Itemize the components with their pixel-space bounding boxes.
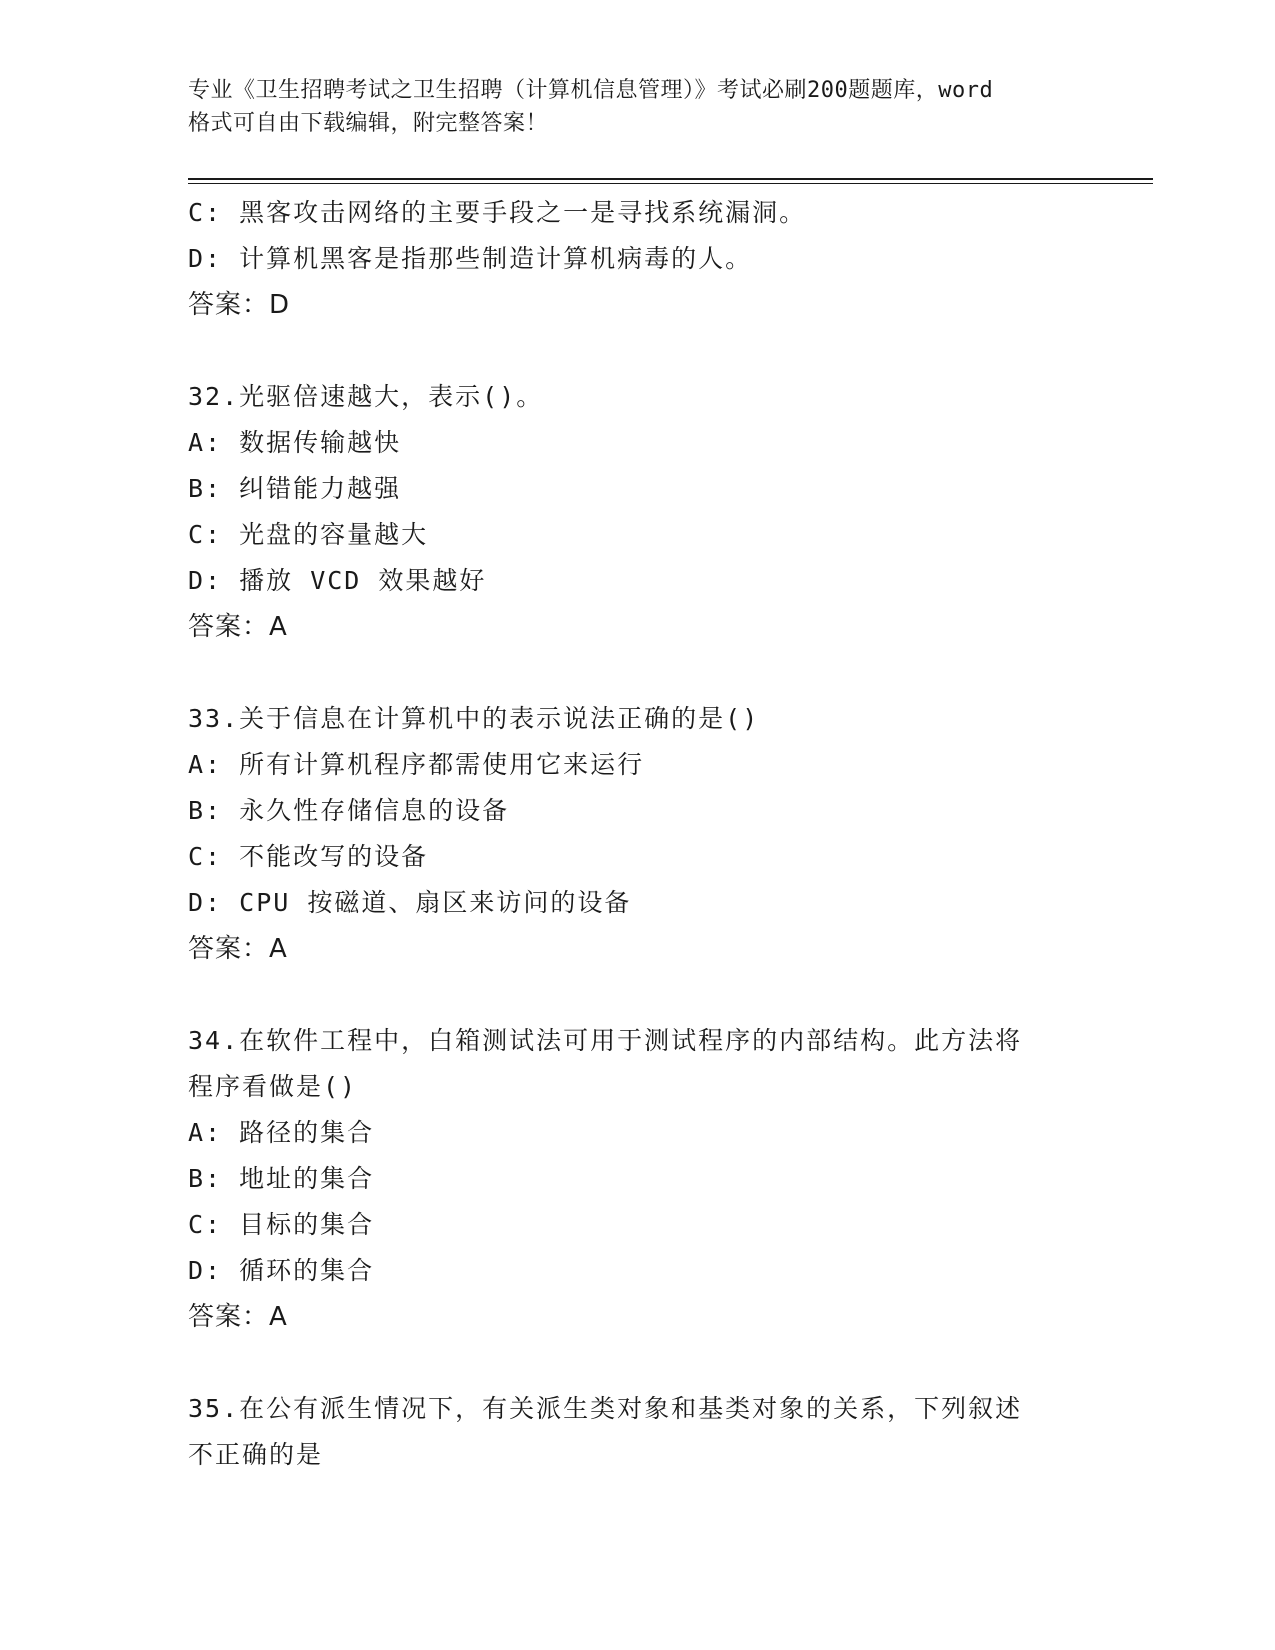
header-divider-thick bbox=[188, 178, 1153, 180]
question-35 bbox=[188, 1386, 1088, 1478]
option-c: C: 光盘的容量越大 bbox=[188, 520, 429, 549]
header-title-line-2: 格式可自由下载编辑，附完整答案！ bbox=[188, 111, 549, 136]
question-stem: 34.在软件工程中，白箱测试法可用于测试程序的内部结构。此方法将 bbox=[188, 1026, 1023, 1055]
prev-question bbox=[188, 190, 1088, 328]
option-c: C: 黑客攻击网络的主要手段之一是寻找系统漏洞。 bbox=[188, 198, 807, 227]
question-stem-continued: 程序看做是() bbox=[188, 1072, 358, 1101]
option-a: A: 路径的集合 bbox=[188, 1118, 375, 1147]
question-stem: 35.在公有派生情况下，有关派生类对象和基类对象的关系，下列叙述 bbox=[188, 1394, 1023, 1423]
question-33 bbox=[188, 696, 1088, 972]
option-b: B: 永久性存储信息的设备 bbox=[188, 796, 510, 825]
option-c: C: 目标的集合 bbox=[188, 1210, 375, 1239]
option-a: A: 所有计算机程序都需使用它来运行 bbox=[188, 750, 645, 779]
option-d: D: 循环的集合 bbox=[188, 1256, 375, 1285]
answer-line: 答案：A bbox=[188, 612, 288, 642]
option-b: B: 地址的集合 bbox=[188, 1164, 375, 1193]
option-b: B: 纠错能力越强 bbox=[188, 474, 402, 503]
header-title-line-1: 专业《卫生招聘考试之卫生招聘（计算机信息管理）》考试必刷200题题库，word bbox=[188, 78, 994, 103]
question-list bbox=[188, 190, 1088, 1478]
question-32 bbox=[188, 374, 1088, 650]
option-c: C: 不能改写的设备 bbox=[188, 842, 429, 871]
answer-line: 答案：A bbox=[188, 1302, 288, 1332]
answer-line: 答案：A bbox=[188, 934, 288, 964]
option-a: A: 数据传输越快 bbox=[188, 428, 402, 457]
option-d: D: 计算机黑客是指那些制造计算机病毒的人。 bbox=[188, 244, 753, 273]
answer-line: 答案：D bbox=[188, 290, 291, 320]
question-stem: 33.关于信息在计算机中的表示说法正确的是() bbox=[188, 704, 760, 733]
spacer bbox=[188, 650, 1088, 696]
question-stem: 32.光驱倍速越大，表示()。 bbox=[188, 382, 544, 411]
option-d: D: 播放 VCD 效果越好 bbox=[188, 566, 487, 595]
question-34 bbox=[188, 1018, 1088, 1340]
option-d: D: CPU 按磁道、扇区来访问的设备 bbox=[188, 888, 632, 917]
spacer bbox=[188, 1340, 1088, 1386]
question-stem-continued: 不正确的是 bbox=[188, 1440, 324, 1469]
document-header bbox=[188, 74, 1088, 140]
header-divider-thin bbox=[188, 183, 1153, 184]
spacer bbox=[188, 972, 1088, 1018]
spacer bbox=[188, 328, 1088, 374]
